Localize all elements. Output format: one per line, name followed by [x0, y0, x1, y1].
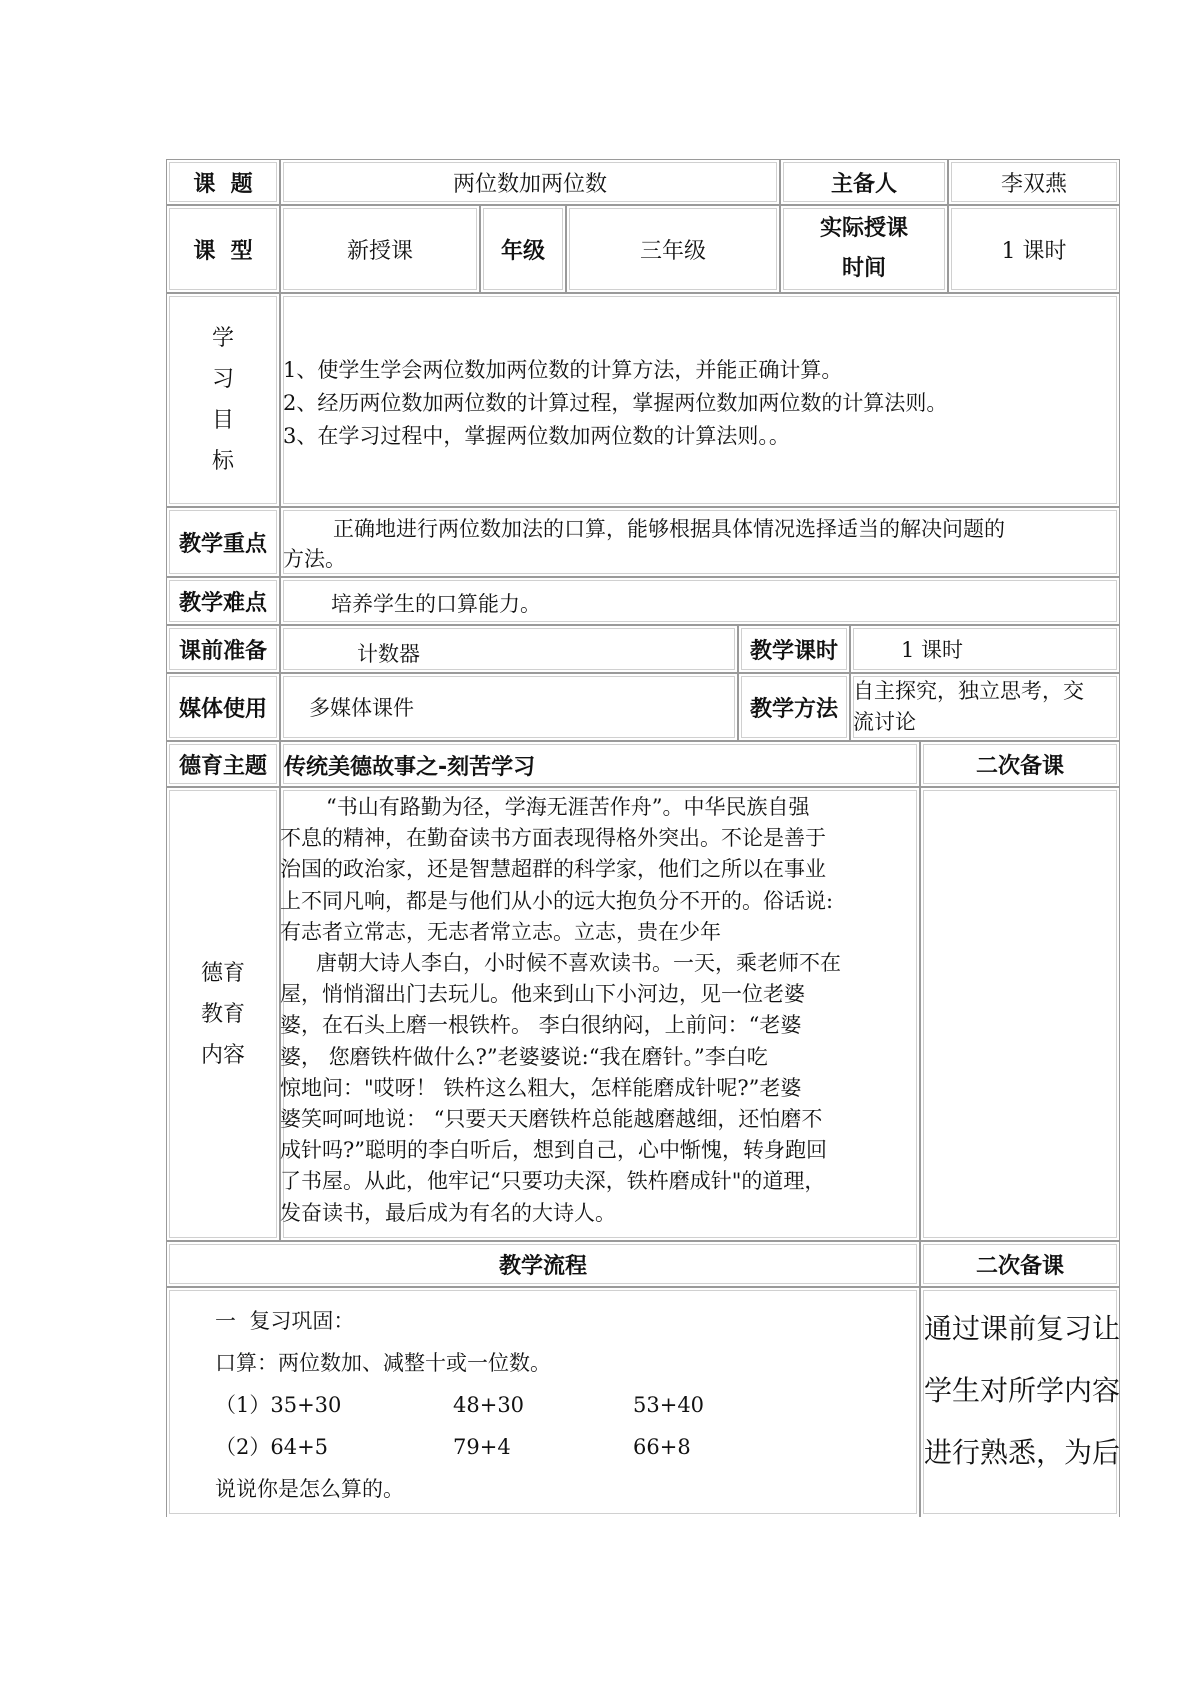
process-label — [166, 1241, 920, 1287]
calc-item: 66+8 — [633, 1435, 691, 1459]
objectives-label-char: 目 — [211, 408, 234, 433]
calc-item: （1）35+30 — [215, 1393, 342, 1417]
moral-second-prep-text: 二次备课 — [975, 753, 1064, 779]
preparer-label — [780, 159, 948, 205]
key-point-content — [280, 507, 1120, 577]
moral-theme-content — [280, 741, 920, 787]
objective-item: 1、使学生学会两位数加两位数的计算方法，并能正确计算。 — [283, 358, 843, 382]
objectives-label-char: 习 — [211, 367, 234, 392]
preparation-text: 计数器 — [357, 642, 420, 666]
type-label — [166, 205, 280, 293]
story-line: 上不同凡响，都是与他们从小的远大抱负分不开的。俗话说: — [280, 888, 834, 913]
process-label-text: 教学流程 — [498, 1253, 587, 1279]
objectives-content — [280, 293, 1120, 507]
key-point-label-text: 教学重点 — [178, 531, 267, 557]
calc-item: 79+4 — [453, 1435, 511, 1459]
story-line: 有志者立常志，无志者常立志。立志，贵在少年 — [280, 919, 721, 944]
actual-time-label-line2: 时间 — [841, 256, 886, 281]
grade-label-text: 年级 — [500, 238, 545, 264]
story-line: 婆笑呵呵地说： “只要天天磨铁杵总能越磨越细，还怕磨不 — [280, 1107, 823, 1132]
moral-paragraph-1 — [280, 792, 916, 948]
process-side-note — [920, 1287, 1120, 1517]
media-content — [280, 673, 738, 741]
actual-time-value — [948, 205, 1120, 293]
calc-row-2 — [215, 1426, 691, 1468]
actual-time-value-text: 1 课时 — [1001, 238, 1067, 264]
actual-time-label-line1: 实际授课 — [819, 216, 908, 241]
preparer-value-text: 李双燕 — [1000, 171, 1067, 197]
moral-content-label-line: 内容 — [200, 1042, 245, 1068]
oral-calc-instruction: 口算：两位数加、减整十或一位数。 — [215, 1351, 551, 1375]
grade-value — [566, 205, 780, 293]
type-value — [280, 205, 480, 293]
ask-how-calculated: 说说你是怎么算的。 — [215, 1477, 404, 1501]
side-note-line: 学生对所学内容 — [924, 1374, 1121, 1407]
objectives-label-char: 学 — [211, 326, 234, 351]
step-title: 一 复习巩固： — [215, 1309, 355, 1333]
calc-item: 48+30 — [453, 1393, 525, 1417]
calc-item: （2）64+5 — [215, 1435, 329, 1459]
actual-time-label — [780, 205, 948, 293]
objectives-label-char: 标 — [211, 449, 234, 474]
story-line: 了书屋。从此，他牢记“只要功夫深，铁杵磨成针"的道理， — [280, 1169, 826, 1194]
key-point-label — [166, 507, 280, 577]
process-second-prep-label — [920, 1241, 1120, 1287]
difficulty-content — [280, 577, 1120, 625]
grade-label — [480, 205, 566, 293]
moral-theme-text: 传统美德故事之-刻苦学习 — [284, 755, 536, 780]
media-label — [166, 673, 280, 741]
story-line: 婆， 您磨铁杵做什么?”老婆婆说:“我在磨针。”李白吃 — [280, 1044, 768, 1069]
story-line: 惊地问："哎呀！ 铁杵这么粗大，怎样能磨成针呢?”老婆 — [280, 1075, 802, 1100]
hours-content — [850, 625, 1120, 673]
hours-label-text: 教学课时 — [749, 638, 838, 664]
story-line: 唐朝大诗人李白，小时候不喜欢读书。一天，乘老师不在 — [316, 951, 841, 975]
story-line: 不息的精神，在勤奋读书方面表现得格外突出。不论是善于 — [280, 826, 826, 851]
moral-content-label-line: 德育 — [200, 960, 245, 986]
type-value-text: 新授课 — [346, 238, 413, 264]
side-note-line: 进行熟悉，为后 — [924, 1436, 1121, 1469]
objective-item: 3、在学习过程中，掌握两位数加两位数的计算法则。。 — [283, 424, 790, 448]
moral-content-label — [166, 787, 280, 1241]
topic-label — [166, 159, 280, 205]
objectives-label — [166, 293, 280, 507]
method-content — [850, 673, 1120, 741]
calc-row-1 — [215, 1384, 705, 1426]
side-note-line: 通过课前复习让 — [924, 1312, 1121, 1345]
media-label-text: 媒体使用 — [178, 696, 267, 722]
moral-theme-label — [166, 741, 280, 787]
moral-paragraph-2 — [280, 948, 916, 1229]
preparer-value — [948, 159, 1120, 205]
method-label — [738, 673, 850, 741]
topic-value-text: 两位数加两位数 — [452, 171, 607, 197]
process-content — [166, 1287, 920, 1517]
difficulty-label — [166, 577, 280, 625]
key-point-line: 方法。 — [283, 547, 346, 571]
moral-second-prep-label — [920, 741, 1120, 787]
story-line: 发奋读书，最后成为有名的大诗人。 — [280, 1200, 616, 1225]
method-line: 流讨论 — [853, 710, 916, 734]
story-line: 治国的政治家，还是智慧超群的科学家，他们之所以在事业 — [280, 857, 826, 882]
story-line: 屋，悄悄溜出门去玩儿。他来到山下小河边，见一位老婆 — [280, 982, 805, 1007]
moral-theme-label-text: 德育主题 — [178, 753, 267, 779]
key-point-line: 正确地进行两位数加法的口算，能够根据具体情况选择适当的解决问题的 — [333, 517, 1005, 541]
preparation-label — [166, 625, 280, 673]
moral-content-label-line: 教育 — [200, 1001, 245, 1027]
story-line: 婆，在石头上磨一根铁杵。 李白很纳闷，上前问：“老婆 — [280, 1013, 802, 1038]
topic-label-text: 课 题 — [193, 171, 253, 197]
preparation-content — [280, 625, 738, 673]
method-label-text: 教学方法 — [749, 696, 838, 722]
method-line: 自主探究，独立思考，交 — [853, 679, 1084, 703]
process-second-prep-text: 二次备课 — [975, 1253, 1064, 1279]
objective-item: 2、经历两位数加两位数的计算过程，掌握两位数加两位数的计算法则。 — [283, 391, 948, 415]
story-line: 成针吗?”聪明的李白听后，想到自己，心中惭愧，转身跑回 — [280, 1138, 827, 1163]
type-label-text: 课 型 — [193, 238, 253, 264]
hours-label — [738, 625, 850, 673]
preparer-label-text: 主备人 — [830, 171, 897, 197]
media-text: 多媒体课件 — [309, 696, 414, 720]
moral-second-prep-cell — [920, 787, 1120, 1241]
topic-value — [280, 159, 780, 205]
preparation-label-text: 课前准备 — [178, 638, 267, 664]
story-line: “书山有路勤为径，学海无涯苦作舟”。中华民族自强 — [326, 795, 810, 819]
calc-item: 53+40 — [633, 1393, 705, 1417]
difficulty-label-text: 教学难点 — [178, 590, 267, 616]
grade-value-text: 三年级 — [639, 238, 706, 264]
hours-text: 1 课时 — [901, 638, 964, 662]
difficulty-text: 培养学生的口算能力。 — [331, 592, 541, 616]
